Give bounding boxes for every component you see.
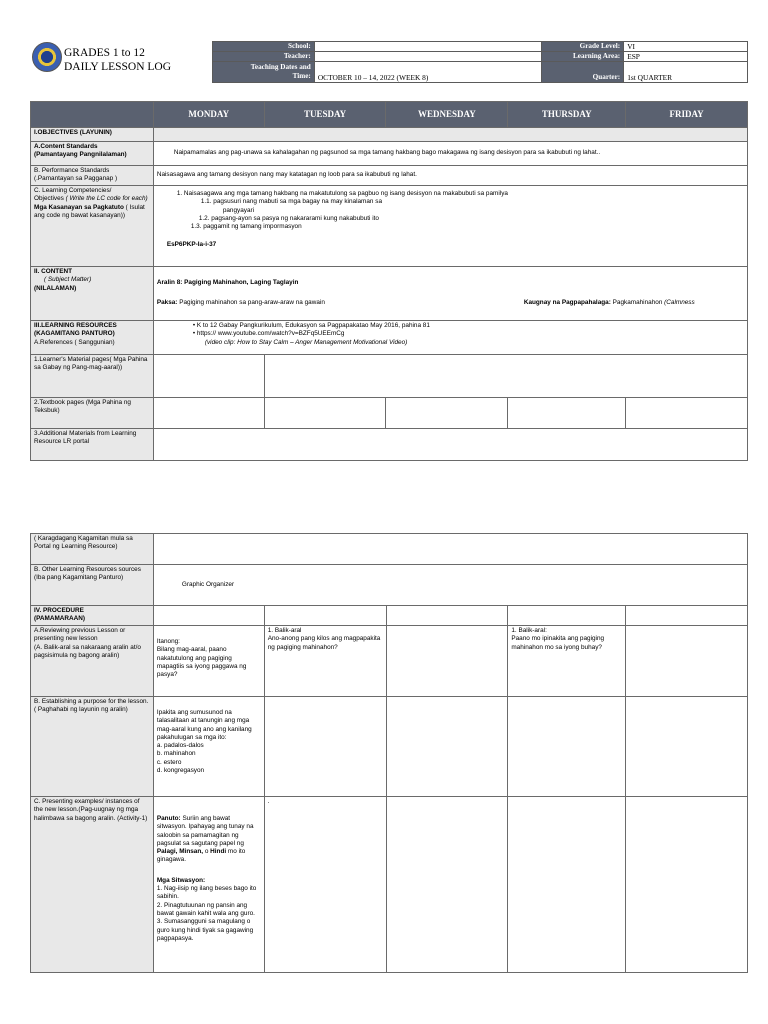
tb-friday	[626, 398, 748, 429]
lm-monday	[153, 355, 264, 398]
content-std-label-1: A.Content Standards	[34, 143, 98, 150]
reference-1: K to 12 Gabay Pangkurikulum, Edukasyon sa Pagpapakatao May 2016, pahina 81	[196, 322, 430, 329]
presenting-wednesday	[386, 797, 508, 973]
deped-seal-icon	[32, 42, 62, 72]
purpose-tuesday	[264, 697, 386, 797]
presenting-label: C. Presenting examples/ instances of the new lesson.(Pag-uugnay ng mga halimbawa sa bagong aralin. (Activity-1)	[31, 797, 154, 973]
review-thu-1: 1. Balik-aral:	[511, 627, 547, 634]
panuto-hindi: Hindi	[210, 848, 227, 856]
purpose-monday	[153, 697, 264, 797]
area-value: ESP	[624, 52, 748, 62]
purpose-friday	[626, 697, 748, 797]
lc-sub-1: 1.1. pagsusuri nang mabuti sa mga bagay na may kinalaman sa	[200, 198, 383, 206]
purpose-label	[31, 697, 154, 797]
content-std-label-2: (Pamantayang Pangnilalaman)	[34, 151, 127, 159]
proc-thursday	[508, 606, 626, 626]
purpose-a: a. padalos-dalos	[156, 742, 204, 750]
proc-friday	[626, 606, 748, 626]
paksa-label: Paksa:	[156, 299, 178, 307]
proc-wednesday	[386, 606, 508, 626]
title-line-2: DAILY LESSON LOG	[64, 61, 172, 73]
tb-tuesday	[264, 398, 386, 429]
school-label: School:	[213, 42, 315, 52]
lc-main: 1. Naisasagawa ang mga tamang hakbang na makatutulong sa pagbuo ng isang desisyon na makabubuti sa pamilya	[176, 190, 508, 197]
learning-competencies-label	[31, 186, 154, 267]
content-label-3: (NILALAMAN)	[34, 284, 77, 292]
review-label-1: A.Reviewing previous Lesson or presenting new lesson	[34, 627, 126, 643]
teacher-value	[314, 52, 542, 62]
content-label-1: II. CONTENT	[34, 268, 72, 275]
sitwasyon-2: 2. Pinagtutuunan ng pansin ang bawat gawain kahit wala ang guro.	[156, 901, 255, 917]
resources-label-3: A.References ( Sanggunian)	[34, 338, 115, 346]
performance-standards-label	[31, 166, 154, 186]
kaugnay-label: Kaugnay na Pagpapahalaga:	[523, 299, 611, 307]
review-monday	[153, 626, 264, 697]
tb-thursday	[508, 398, 626, 429]
proc-tuesday	[264, 606, 386, 626]
resources-label-2: (KAGAMITANG PANTURO)	[34, 330, 115, 338]
corner-cell	[31, 102, 154, 128]
panuto-o: o	[204, 848, 209, 856]
presenting-tuesday: .	[264, 797, 386, 973]
procedure-label	[31, 606, 154, 626]
review-mon-2: Bilang mag-aaral, paano nakatutulong ang pagiging mapagtiis sa iyong paggawa ng pasya?	[156, 646, 247, 679]
content-standards-label	[31, 142, 154, 166]
tb-monday	[153, 398, 264, 429]
resources-label	[31, 321, 154, 355]
school-value	[314, 42, 542, 52]
purpose-mon: Ipakita ang sumusunod na talasalitaan at tanungin ang mga mag-aaral kung ano ang kanilang pakahulugan sa mga ito:	[156, 709, 252, 741]
panuto-paragraph	[157, 815, 261, 865]
quarter-value: 1st QUARTER	[624, 62, 748, 83]
title-line-1: GRADES 1 to 12	[64, 47, 145, 59]
kaugnay-italic: (Calmness	[664, 299, 695, 307]
review-friday	[626, 626, 748, 697]
header-info-table	[212, 41, 748, 83]
content-label-2: ( Subject Matter)	[44, 276, 92, 284]
dates-label-line1: Teaching Dates and	[250, 63, 311, 71]
dates-label	[213, 62, 315, 83]
panuto-text: Suriin ang bawat sitwasyon. Ipahayag ang tunay na saloobin sa pamamagitan ng pagsulat sa sagutang papel ng	[156, 815, 254, 847]
panuto-label: Panuto:	[156, 815, 181, 822]
sitwasyon-1: 1. Nag-iisip ng ilang beses bago ito sabihin.	[156, 885, 257, 901]
review-wednesday	[386, 626, 508, 697]
teacher-label: Teacher:	[213, 52, 315, 62]
lc-code: EsP6PKP-Ia-i-37	[166, 241, 217, 249]
dates-label-line2: Time:	[292, 72, 311, 80]
paksa-row	[157, 299, 744, 308]
reference-2[interactable]: https:// www.youtube.com/watch?v=BZFq5UEEmCg	[196, 330, 345, 338]
day-header-friday: FRIDAY	[626, 102, 748, 128]
lc-sub-3: 1.3. paggamit ng tamang impormasyon	[190, 223, 302, 231]
purpose-c: c. estero	[156, 758, 182, 766]
presenting-friday	[626, 797, 748, 973]
content-text	[153, 267, 747, 321]
objectives-band	[153, 128, 747, 142]
purpose-wednesday	[386, 697, 508, 797]
presenting-thursday	[508, 797, 626, 973]
references-text	[153, 321, 747, 355]
purpose-label-2: ( Paghahabi ng layunin ng aralin)	[34, 706, 128, 714]
other-label-2: (Iba pang Kagamitang Panturo)	[34, 574, 124, 582]
other-resources-label	[31, 565, 154, 606]
reference-3: (video clip: How to Stay Calm – Anger Management Motivational Video)	[204, 338, 408, 346]
review-label	[31, 626, 154, 697]
review-tue-1: 1. Balik-aral	[267, 627, 302, 634]
review-thu-2: Paano mo ipinakita ang pagiging mahinahon mo sa iyong buhay?	[511, 635, 605, 651]
textbook-pages-label: 2.Textbook pages (Mga Pahina ng Teksbuk)	[31, 398, 154, 429]
kaugnay-text: Pagkamahinahon	[612, 299, 663, 307]
sitwasyon-label: Mga Sitwasyon:	[156, 876, 206, 884]
bullet-icon: •	[192, 330, 196, 338]
objectives-label: I.OBJECTIVES (LAYUNIN)	[31, 128, 154, 142]
lc-sub-1b: pangyayari	[222, 206, 255, 214]
lc-label-2: Objectives	[34, 195, 64, 203]
lesson-log-table	[30, 101, 748, 461]
portal-content	[153, 534, 747, 565]
day-header-thursday: THURSDAY	[508, 102, 626, 128]
proc-monday	[153, 606, 264, 626]
other-resources-text: Graphic Organizer	[153, 565, 747, 606]
content-label	[31, 267, 154, 321]
lc-label-1: C. Learning Competencies/	[34, 187, 112, 194]
day-header-monday: MONDAY	[153, 102, 264, 128]
purpose-label-1: B. Establishing a purpose for the lesson.	[34, 698, 149, 705]
perf-std-label-1: B. Performance Standards	[34, 167, 110, 174]
dates-value: OCTOBER 10 – 14, 2022 (WEEK 8)	[314, 62, 542, 83]
content-standards-text: Naipamamalas ang pag-unawa sa kahalagahan ng pagsunod sa mga tamang hakbang bago makagawa ng isang desisyon para sa ikabubuti ng lahat..	[153, 142, 747, 166]
panuto-end: mo ito ginagawa.	[156, 848, 246, 864]
bullet-icon: •	[192, 322, 196, 329]
lc-sub-2: 1.2. pagsang-ayon sa pasya ng nakararami kung nakabubuti ito	[198, 214, 379, 222]
other-label-1: B. Other Learning Resources sources	[34, 566, 141, 573]
lc-label-2-italic: ( Write the LC code for each)	[65, 195, 148, 203]
review-tue-2: Ano-anong pang kilos ang magpapakita ng pagiging mahinahon?	[267, 635, 381, 651]
learners-material-label: 1.Learner's Material pages( Mga Pahina sa Gabay ng Pang-mag-aaral))	[31, 355, 154, 398]
presenting-monday	[153, 797, 264, 973]
proc-label-2: (PAMAMARAAN)	[34, 615, 85, 623]
proc-label-1: IV. PROCEDURE	[34, 607, 84, 614]
kaugnay-block	[524, 299, 695, 307]
tb-wednesday	[386, 398, 508, 429]
purpose-thursday	[508, 697, 626, 797]
day-header-wednesday: WEDNESDAY	[386, 102, 508, 128]
learning-competencies-text	[153, 186, 747, 267]
review-mon-1: Itanong:	[156, 638, 180, 645]
lc-label-4: ( Isulat ang code ng bawat kasanayan))	[34, 203, 145, 219]
review-thursday	[508, 626, 626, 697]
am-content	[153, 429, 747, 461]
sitwasyon-3: 3. Sumasangguni sa magulang o guro kung hindi tiyak sa gagawing pagpapasya.	[156, 918, 254, 942]
purpose-d: d. kongregasyon	[156, 767, 205, 775]
grade-label: Grade Level:	[542, 42, 624, 52]
lc-label-3: Mga Kasanayan sa Pagkatuto	[34, 203, 124, 211]
portal-label: ( Karagdagang Kagamitan mula sa Portal ng Learning Resource)	[31, 534, 154, 565]
area-label: Learning Area:	[542, 52, 624, 62]
perf-std-label-2: (.Pamantayan sa Pagganap )	[34, 175, 118, 183]
lesson-log-table-page2	[30, 533, 748, 973]
day-header-tuesday: TUESDAY	[264, 102, 386, 128]
lm-rest	[264, 355, 747, 398]
review-label-2: (A. Balik-aral sa nakaraang aralin at/o pagsisimula ng bagong aralin)	[34, 643, 141, 659]
review-tuesday	[264, 626, 386, 697]
quarter-label: Quarter:	[542, 62, 624, 83]
panuto-options: Palagi, Minsan,	[156, 848, 204, 856]
aralin-title: Aralin 8: Pagiging Mahinahon, Laging Taglayin	[156, 279, 299, 286]
resources-label-1: III.LEARNING RESOURCES	[34, 322, 117, 329]
additional-materials-label: 3.Additional Materials from Learning Resource LR portal	[31, 429, 154, 461]
paksa-text: Pagiging mahinahon sa pang-araw-araw na gawain	[179, 299, 325, 307]
purpose-b: b. mahinahon	[156, 750, 196, 758]
grade-value: VI	[624, 42, 748, 52]
performance-standards-text: Naisasagawa ang tamang desisyon nang may katatagan ng loob para sa ikabubuti ng lahat.	[153, 166, 747, 186]
